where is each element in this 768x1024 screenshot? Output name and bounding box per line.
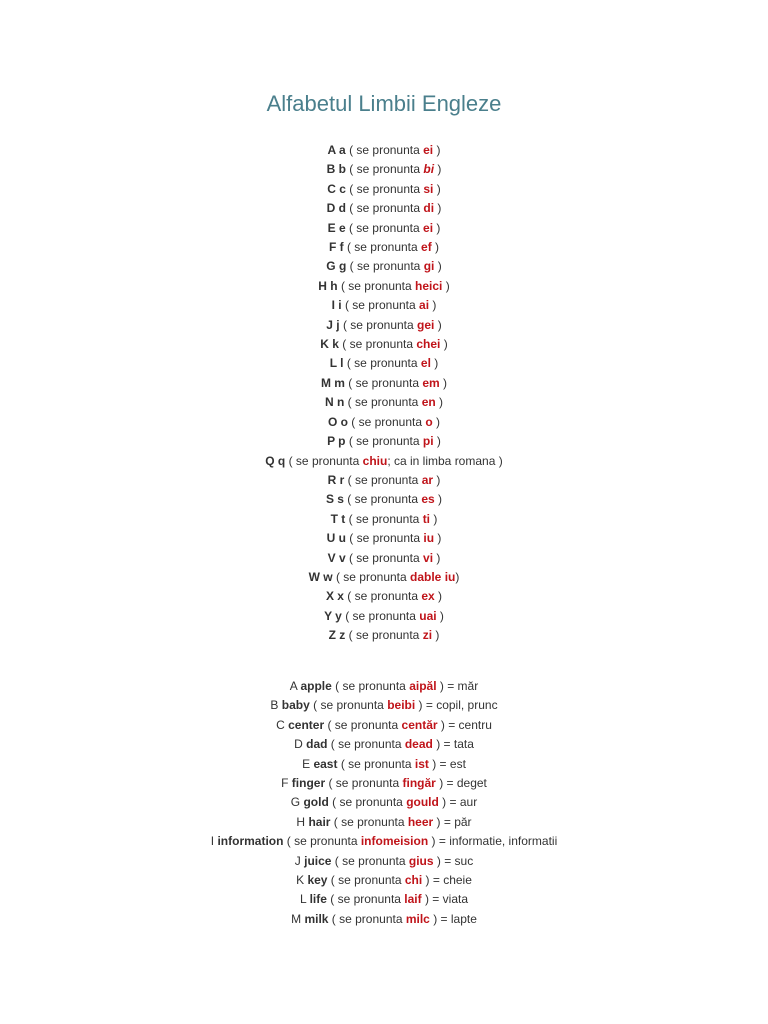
english-word: finger [291, 776, 326, 791]
alphabet-row [0, 160, 768, 179]
pronunciation: ef [421, 240, 432, 255]
pronunciation-prefix: ( se pronunta [328, 795, 407, 810]
pronunciation-prefix: ( se pronunta [341, 608, 420, 623]
pronunciation: ti [422, 511, 431, 526]
pronunciation-prefix: ( se pronunta [343, 589, 422, 604]
pronunciation-suffix: ) [430, 511, 438, 526]
pronunciation-suffix: ) [440, 337, 448, 352]
pronunciation-prefix: ( se pronunta [285, 453, 363, 468]
english-word: key [307, 873, 328, 888]
pronunciation-prefix: ( se pronunta [337, 756, 415, 771]
english-word: life [309, 892, 327, 907]
vocabulary-row [0, 852, 768, 871]
pronunciation-suffix: ) [442, 278, 450, 293]
alphabet-row [0, 257, 768, 276]
pronunciation-suffix: ) [436, 608, 444, 623]
pronunciation-prefix: ( se pronunta [347, 414, 426, 429]
pronunciation: dable iu [410, 569, 456, 584]
letter: E [302, 756, 311, 771]
pronunciation: infomeision [360, 834, 429, 849]
letter-pair: D d [326, 201, 346, 216]
vocabulary-row [0, 774, 768, 793]
letter-pair: C c [327, 181, 346, 196]
english-word: milk [304, 911, 329, 926]
letter-pair: E e [327, 220, 346, 235]
alphabet-row [0, 529, 768, 548]
alphabet-row [0, 199, 768, 218]
pronunciation-suffix: ) [433, 181, 441, 196]
page-title: Alfabetul Limbii Engleze [266, 91, 502, 116]
pronunciation-prefix: ( se pronunta [341, 298, 420, 313]
letter: B [270, 698, 279, 713]
pronunciation-prefix: ( se pronunta [332, 569, 411, 584]
letter: G [290, 795, 301, 810]
pronunciation-suffix: ) [434, 201, 442, 216]
letter-pair: N n [324, 395, 345, 410]
pronunciation-suffix: ) [431, 240, 440, 255]
pronunciation-suffix: ) [432, 628, 440, 643]
pronunciation-prefix: ( se pronunta [328, 911, 406, 926]
translation: ) = tata [432, 737, 474, 752]
translation: ) = măr [436, 679, 479, 693]
pronunciation-prefix: ( se pronunta [345, 143, 424, 157]
pronunciation: ei [423, 143, 434, 157]
vocabulary-row [0, 793, 768, 812]
alphabet-row [0, 335, 768, 354]
pronunciation: pi [422, 434, 434, 449]
pronunciation-suffix: ) [433, 472, 441, 487]
pronunciation: es [421, 492, 435, 507]
pronunciation-suffix: ) [430, 356, 439, 371]
letter-pair: G g [326, 259, 347, 274]
pronunciation-prefix: ( se pronunta [324, 717, 402, 732]
letter-pair: H h [318, 278, 338, 293]
vocabulary-row [0, 832, 768, 851]
pronunciation-prefix: ( se pronunta [345, 181, 424, 196]
alphabet-row [0, 452, 768, 471]
pronunciation: heer [407, 814, 434, 829]
pronunciation-suffix: ) [434, 259, 442, 274]
pronunciation: milc [405, 911, 430, 926]
pronunciation-prefix: ( se pronunta [346, 259, 424, 274]
letter-pair: U u [326, 531, 346, 546]
english-word: baby [281, 698, 310, 713]
pronunciation: vi [423, 550, 434, 565]
alphabet-row [0, 568, 768, 587]
pronunciation: heici [415, 278, 443, 293]
pronunciation: chiu [362, 453, 388, 468]
pronunciation-prefix: ( se pronunta [345, 511, 423, 526]
translation: ) = lapte [429, 911, 477, 926]
vocabulary-list [0, 677, 768, 929]
pronunciation: ar [421, 472, 434, 487]
pronunciation: beibi [387, 698, 416, 713]
pronunciation: el [420, 356, 431, 371]
letter: A [289, 679, 298, 693]
vocabulary-row [0, 735, 768, 754]
pronunciation-prefix: ( se pronunta [343, 240, 422, 255]
letter-pair: L l [329, 356, 344, 371]
pronunciation-prefix: ( se pronunta [338, 337, 417, 352]
pronunciation-suffix: ) [432, 414, 441, 429]
alphabet-row [0, 374, 768, 393]
pronunciation-suffix: ) [434, 162, 442, 177]
pronunciation-suffix: ) [439, 375, 448, 390]
pronunciation-prefix: ( se pronunta [345, 162, 424, 177]
pronunciation: o [425, 414, 433, 429]
pronunciation-prefix: ( se pronunta [343, 356, 421, 371]
pronunciation: aipăl [409, 679, 437, 693]
letter: L [299, 892, 307, 907]
alphabet-row [0, 490, 768, 509]
letter-pair: R r [327, 472, 345, 487]
letter-pair: O o [327, 414, 348, 429]
letter-pair: V v [327, 550, 346, 565]
alphabet-row [0, 413, 768, 432]
alphabet-row [0, 141, 768, 160]
pronunciation-prefix: ( se pronunta [345, 550, 424, 565]
alphabet-row [0, 238, 768, 257]
alphabet-row [0, 219, 768, 238]
translation: ) = copil, prunc [415, 698, 498, 713]
pronunciation-prefix: ( se pronunta [331, 679, 410, 693]
pronunciation: ist [414, 756, 429, 771]
pronunciation-suffix: ) [434, 589, 443, 604]
letter: J [294, 853, 301, 868]
pronunciation: centăr [401, 717, 438, 732]
english-word: hair [308, 814, 331, 829]
pronunciation-prefix: ( se pronunta [327, 737, 405, 752]
pronunciation-prefix: ( se pronunta [345, 201, 424, 216]
english-word: east [313, 756, 338, 771]
vocabulary-row [0, 890, 768, 909]
alphabet-row [0, 432, 768, 451]
alphabet-row [0, 354, 768, 373]
pronunciation: ai [419, 298, 430, 313]
translation: ) = informatie, informatii [428, 834, 558, 849]
letter-pair: Z z [328, 628, 346, 643]
translation: ) = cheie [422, 873, 472, 888]
pronunciation-suffix: ) [455, 569, 460, 584]
pronunciation: gould [406, 795, 439, 810]
letter: C [276, 717, 285, 732]
pronunciation-prefix: ( se pronunta [345, 220, 424, 235]
alphabet-row [0, 587, 768, 606]
pronunciation-suffix: ) [434, 317, 442, 332]
pronunciation-prefix: ( se pronunta [325, 776, 403, 791]
letter-pair: W w [308, 569, 333, 584]
translation: ) = viata [421, 892, 468, 907]
alphabet-row [0, 510, 768, 529]
pronunciation: ei [423, 220, 434, 235]
pronunciation: ex [421, 589, 435, 604]
letter: M [291, 911, 302, 926]
letter-pair: B b [326, 162, 346, 177]
pronunciation-suffix: ) [433, 434, 441, 449]
pronunciation-suffix: ) [434, 531, 442, 546]
english-word: juice [304, 853, 332, 868]
letter: K [296, 873, 305, 888]
letter: D [294, 737, 303, 752]
alphabet-row [0, 393, 768, 412]
letter-pair: P p [327, 434, 346, 449]
translation: ) = păr [433, 814, 472, 829]
pronunciation: di [423, 201, 435, 216]
pronunciation-prefix: ( se pronunta [327, 873, 405, 888]
pronunciation-prefix: ( se pronunta [339, 317, 418, 332]
pronunciation-suffix: ; ca in limba romana ) [387, 453, 503, 468]
pronunciation-prefix: ( se pronunta [309, 698, 388, 713]
vocabulary-row [0, 696, 768, 715]
pronunciation: gi [423, 259, 435, 274]
letter: F [281, 776, 289, 791]
alphabet-row [0, 549, 768, 568]
translation: ) = est [428, 756, 466, 771]
translation: ) = deget [435, 776, 487, 791]
pronunciation: zi [422, 628, 433, 643]
vocabulary-row [0, 813, 768, 832]
letter-pair: J j [326, 317, 340, 332]
letter-pair: S s [325, 492, 344, 507]
vocabulary-row [0, 755, 768, 774]
pronunciation: dead [404, 737, 433, 752]
pronunciation: gius [408, 853, 434, 868]
alphabet-row [0, 471, 768, 490]
pronunciation-suffix: ) [433, 550, 441, 565]
letter: I [210, 834, 215, 849]
pronunciation-suffix: ) [433, 220, 441, 235]
pronunciation: si [423, 181, 434, 196]
english-word: dad [306, 737, 328, 752]
alphabet-list [0, 141, 768, 646]
pronunciation: uai [419, 608, 437, 623]
letter-pair: X x [325, 589, 344, 604]
english-word: center [288, 717, 325, 732]
english-word: apple [300, 679, 332, 693]
vocabulary-row [0, 871, 768, 890]
pronunciation: en [421, 395, 436, 410]
alphabet-row [0, 316, 768, 335]
pronunciation: chi [404, 873, 423, 888]
letter-pair: M m [320, 375, 345, 390]
pronunciation-suffix: ) [433, 143, 441, 157]
alphabet-row [0, 626, 768, 645]
alphabet-row [0, 277, 768, 296]
alphabet-row [0, 296, 768, 315]
letter-pair: Q q [265, 453, 286, 468]
translation: ) = suc [433, 853, 474, 868]
alphabet-row [0, 607, 768, 626]
pronunciation-prefix: ( se pronunta [344, 395, 422, 410]
alphabet-row [0, 180, 768, 199]
letter: H [296, 814, 306, 829]
pronunciation-prefix: ( se pronunta [326, 892, 405, 907]
pronunciation: chei [416, 337, 441, 352]
pronunciation-prefix: ( se pronunta [331, 853, 409, 868]
pronunciation: laif [404, 892, 422, 907]
vocabulary-row [0, 677, 768, 696]
pronunciation-prefix: ( se pronunta [330, 814, 408, 829]
translation: ) = aur [438, 795, 478, 810]
pronunciation-prefix: ( se pronunta [344, 375, 423, 390]
pronunciation-prefix: ( se pronunta [283, 834, 361, 849]
vocabulary-row [0, 910, 768, 929]
letter-pair: F f [328, 240, 344, 255]
pronunciation-suffix: ) [429, 298, 437, 313]
vocabulary-row [0, 716, 768, 735]
english-word: gold [303, 795, 329, 810]
pronunciation-prefix: ( se pronunta [345, 628, 423, 643]
pronunciation: em [422, 375, 440, 390]
pronunciation-prefix: ( se pronunta [345, 434, 423, 449]
pronunciation-prefix: ( se pronunta [345, 531, 424, 546]
pronunciation-prefix: ( se pronunta [343, 492, 422, 507]
pronunciation: gei [417, 317, 435, 332]
pronunciation-suffix: ) [435, 395, 444, 410]
letter-pair: A a [327, 143, 346, 157]
letter-pair: K k [320, 337, 339, 352]
pronunciation: bi [423, 162, 435, 177]
pronunciation-prefix: ( se pronunta [344, 472, 422, 487]
pronunciation-prefix: ( se pronunta [337, 278, 416, 293]
letter-pair: Y y [324, 608, 342, 623]
pronunciation: fingăr [402, 776, 436, 791]
letter-pair: T t [330, 511, 346, 526]
english-word: information [217, 834, 284, 849]
pronunciation: iu [423, 531, 435, 546]
pronunciation-suffix: ) [434, 492, 443, 507]
letter-pair: I i [331, 298, 342, 313]
translation: ) = centru [437, 717, 492, 732]
